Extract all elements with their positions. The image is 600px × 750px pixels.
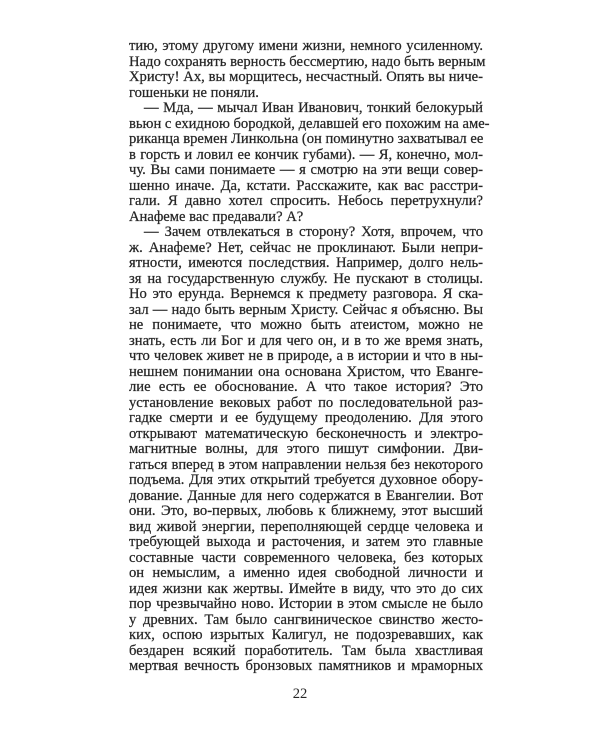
text-line: знать, есть ли Бог и для чего он, и в то же время знать,	[129, 332, 483, 349]
text-line: — Мда, — мычал Иван Иванович, тонкий белокурый	[144, 100, 483, 116]
text-line: Христу! Ах, вы морщитесь, несчастный. Опять вы ниче-	[129, 69, 483, 85]
text-line: установление вековых работ по последовательной раз-	[129, 394, 483, 411]
text-line: гали. Я давно хотел спросить. Небось перетрухнули?	[129, 193, 483, 209]
text-line: мертвая вечность бронзовых памятников и мраморных	[129, 658, 483, 674]
text-line: гошеньки не поняли.	[129, 84, 259, 101]
text-line: составные части современного человека, без которых	[129, 549, 483, 566]
text-line: не понимаете, что можно быть атеистом, можно не	[129, 317, 483, 333]
text-line: шенно иначе. Да, кстати. Расскажите, как вас расстри-	[129, 177, 483, 194]
text-line: нешнем понимании она основана Христом, что Еванге-	[129, 363, 483, 380]
page-text	[129, 38, 490, 675]
text-line: — Зачем отвлекаться в сторону? Хотя, впрочем, что	[144, 224, 483, 240]
text-line: лие есть ее обоснование. А что такое история? Это	[129, 379, 483, 395]
text-line: зал — надо быть верным Христу. Сейчас я объясню. Вы	[129, 301, 483, 318]
text-line: вид живой энергии, переполняющей сердце человека и	[129, 518, 483, 535]
text-line: у древних. Там было сангвиническое свинство жесто-	[129, 611, 483, 628]
text-line: Но это ерунда. Вернемся к предмету разговора. Я ска-	[129, 286, 483, 302]
text-line: что человек живет не в природе, а в истории и что в ны-	[129, 348, 483, 364]
text-line: вьюн с ехидною бородкой, делавшей его похожим на аме-	[129, 115, 490, 132]
page-number: 22	[292, 686, 308, 702]
text-line: гадке смерти и ее будущему преодолению. Для этого	[129, 410, 483, 426]
text-line: открывают математическую бесконечность и электро-	[129, 425, 483, 442]
text-line: ж. Анафеме? Нет, сейчас не проклинают. Были непри-	[129, 239, 483, 256]
text-line: магнитные волны, для этого пишут симфонии. Дви-	[129, 441, 483, 457]
text-line: Анафеме вас предавали? А?	[129, 208, 304, 225]
text-line: бездарен всякий поработитель. Там была хвастливая	[129, 642, 483, 659]
text-line: они. Это, во-первых, любовь к ближнему, этот высший	[129, 503, 483, 519]
text-line: он немыслим, а именно идея свободной личности и	[129, 565, 483, 581]
text-line: гаться вперед в этом направлении нельзя без некоторого	[129, 456, 483, 473]
text-line: чу. Вы сами понимаете — я смотрю на эти вещи совер-	[129, 162, 483, 178]
text-line: зя на государственную службу. Не пускают в столицы.	[129, 270, 483, 287]
text-line: Надо сохранять верность бессмертию, надо быть верным	[129, 53, 486, 70]
text-line: дование. Данные для него содержатся в Евангелии. Вот	[129, 487, 483, 504]
text-line: тию, этому другому имени жизни, немного усиленному.	[129, 38, 483, 54]
text-line: ких, оспою изрытых Калигул, не подозревавших, как	[129, 627, 483, 643]
text-line: риканца времен Линкольна (он поминутно захватывал ее	[129, 131, 484, 147]
text-line: пор чрезвычайно ново. Истории в этом смысле не было	[129, 596, 483, 612]
text-line: идея жизни как жертвы. Имейте в виду, что это до сих	[129, 580, 483, 597]
text-line: подъема. Для этих открытий требуется духовное обору-	[129, 472, 483, 488]
text-line: требующей выхода и расточения, и затем это главные	[129, 534, 483, 550]
text-line: в горсть и ловил ее кончик губами). — Я, конечно, мол-	[129, 146, 483, 163]
text-line: ятности, имеются последствия. Например, долго нель-	[129, 255, 483, 271]
